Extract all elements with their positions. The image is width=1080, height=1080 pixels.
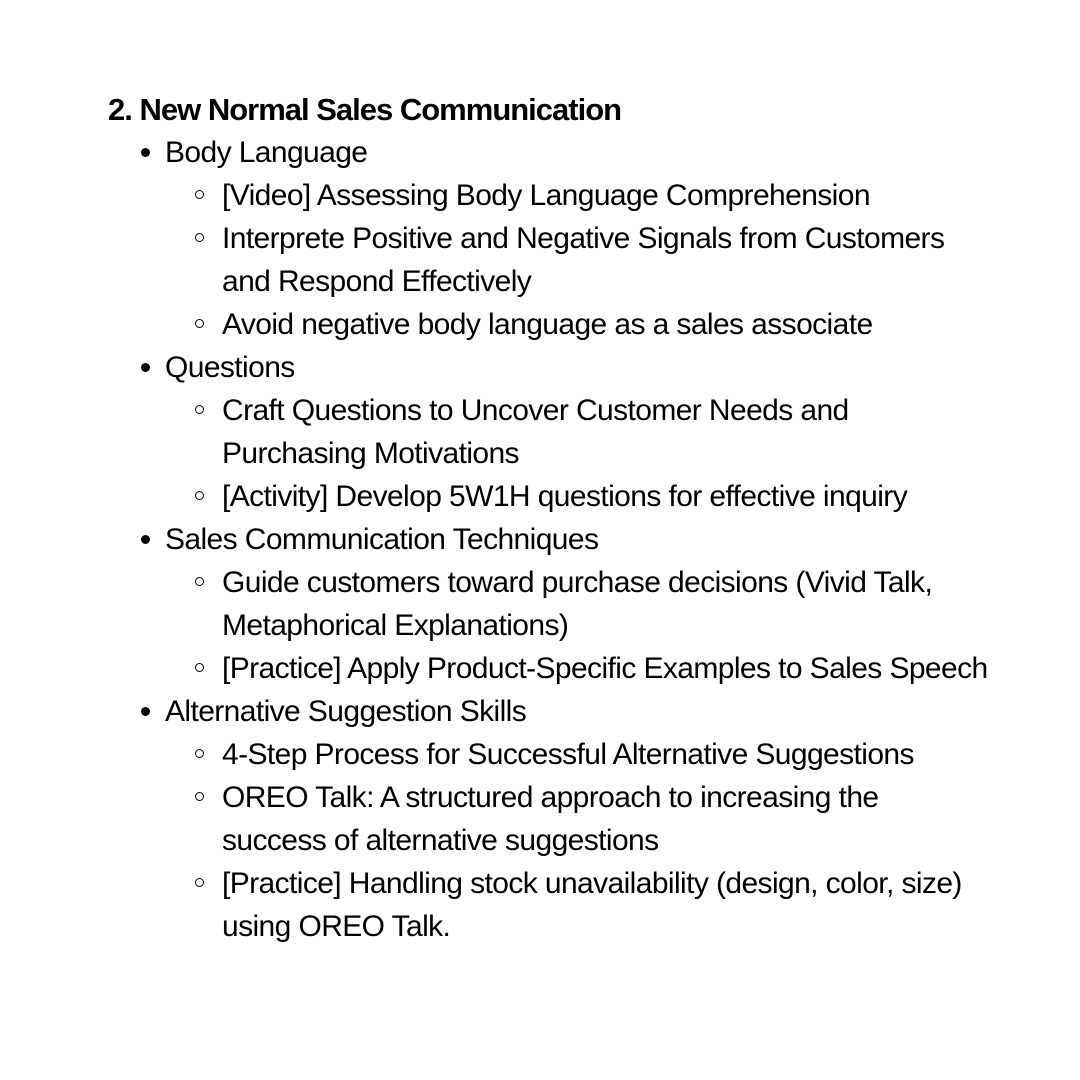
subtopic-text: [Practice] Apply Product-Specific Examples to Sales Speech [222,652,988,685]
subtopic-item [165,776,988,862]
document [108,88,988,948]
subtopic-list [165,389,988,518]
bullet-disc-icon [141,707,150,716]
bullet-circle-icon [195,491,204,500]
topic-body-language [108,131,988,346]
bullet-disc-icon [141,148,150,157]
subtopic-item [165,647,988,690]
topic-label: Questions [165,351,295,384]
subtopic-item [165,561,988,647]
topic-label: Body Language [165,136,368,169]
subtopic-item [165,303,988,346]
subtopic-item [165,217,988,303]
subtopic-text: [Video] Assessing Body Language Comprehension [222,179,870,212]
bullet-circle-icon [195,749,204,758]
subtopic-item [165,174,988,217]
section-heading: 2. New Normal Sales Communication [108,92,622,127]
subtopic-text: Guide customers toward purchase decisions (Vivid Talk, Metaphorical Explanations) [222,566,933,642]
subtopic-text: [Practice] Handling stock unavailability (design, color, size) using OREO Talk. [222,867,962,943]
bullet-circle-icon [195,319,204,328]
subtopic-text: Interprete Positive and Negative Signals from Customers and Respond Effectively [222,222,945,298]
subtopic-text: Craft Questions to Uncover Customer Needs and Purchasing Motivations [222,394,849,470]
subtopic-item [165,862,988,948]
topic-label: Alternative Suggestion Skills [165,695,527,728]
bullet-circle-icon [195,405,204,414]
bullet-circle-icon [195,190,204,199]
topic-label: Sales Communication Techniques [165,523,599,556]
bullet-circle-icon [195,792,204,801]
subtopic-list [165,561,988,690]
subtopic-item [165,475,988,518]
subtopic-text: OREO Talk: A structured approach to increasing the success of alternative suggestions [222,781,879,857]
bullet-circle-icon [195,663,204,672]
subtopic-text: Avoid negative body language as a sales associate [222,308,873,341]
bullet-disc-icon [141,363,150,372]
subtopic-item [165,733,988,776]
subtopic-list [165,174,988,346]
topic-alternative-suggestion-skills [108,690,988,948]
subtopic-item [165,389,988,475]
bullet-disc-icon [141,535,150,544]
topic-sales-communication-techniques [108,518,988,690]
bullet-circle-icon [195,577,204,586]
subtopic-text: [Activity] Develop 5W1H questions for effective inquiry [222,480,908,513]
subtopic-list [165,733,988,948]
topic-questions [108,346,988,518]
bullet-circle-icon [195,878,204,887]
bullet-circle-icon [195,233,204,242]
topic-list [108,131,988,948]
subtopic-text: 4-Step Process for Successful Alternative Suggestions [222,738,914,771]
